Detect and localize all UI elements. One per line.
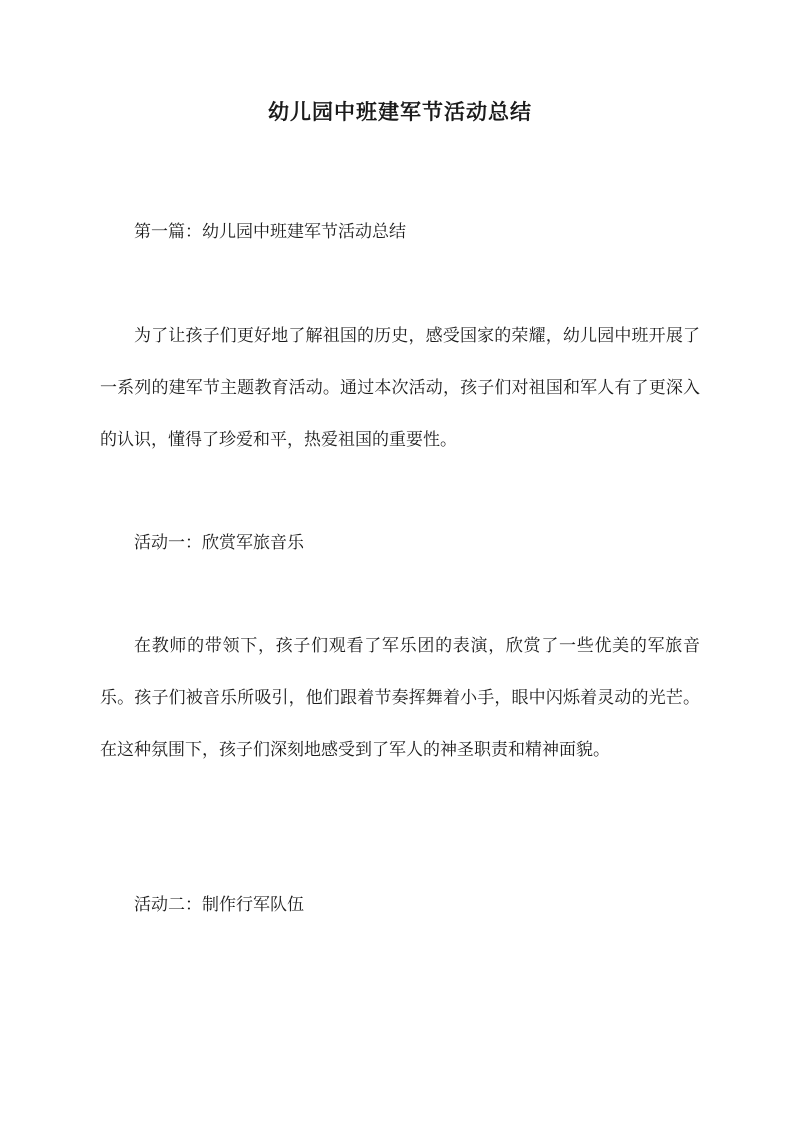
activity-2-heading: 活动二：制作行军队伍 xyxy=(134,895,304,915)
activity-1-paragraph: 在教师的带领下，孩子们观看了军乐团的表演，欣赏了一些优美的军旅音乐。孩子们被音乐所吸引，他们跟着节奏挥舞着小手，眼中闪烁着灵动的光芒。在这种氛围下，孩子们深刻地感受到了军人的神圣职责和精神面貌。 xyxy=(100,636,700,760)
activity-1-heading: 活动一：欣赏军旅音乐 xyxy=(134,533,304,553)
intro-paragraph: 为了让孩子们更好地了解祖国的历史，感受国家的荣耀，幼儿园中班开展了一系列的建军节主题教育活动。通过本次活动，孩子们对祖国和军人有了更深入的认识，懂得了珍爱和平，热爱祖国的重要性。 xyxy=(100,326,700,450)
section-heading: 第一篇：幼儿园中班建军节活动总结 xyxy=(134,222,406,242)
document-title: 幼儿园中班建军节活动总结 xyxy=(268,99,532,124)
